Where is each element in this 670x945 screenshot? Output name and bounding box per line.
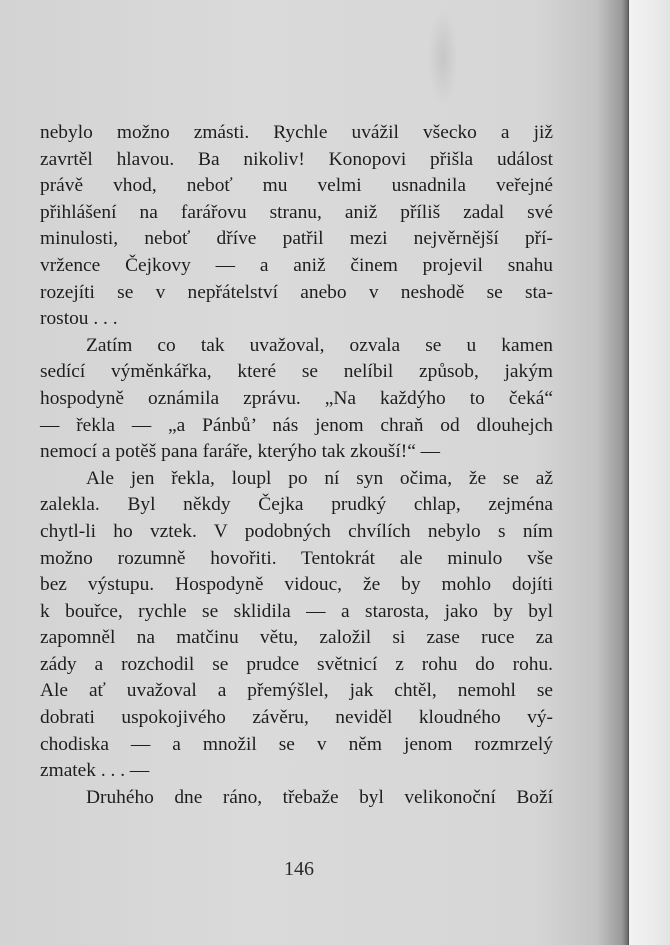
page-number: 146 <box>284 858 314 880</box>
paper-smudge <box>428 10 458 105</box>
text-line: možno rozumně hovořiti. Tentokrát ale minulo vše <box>40 547 553 569</box>
adjacent-page-edge <box>628 0 670 945</box>
text-line: zavrtěl hlavou. Ba nikoliv! Konopovi přišla událost <box>40 148 553 170</box>
text-line: Ale jen řekla, loupl po ní syn očima, že se až <box>86 467 553 489</box>
text-line: přihlášení na farářovu stranu, aniž příliš zadal své <box>40 201 553 223</box>
text-line: Zatím co tak uvažoval, ozvala se u kamen <box>86 334 553 356</box>
text-line: dobrati uspokojivého závěru, neviděl kloudného vý- <box>40 707 553 729</box>
text-line: k bouřce, rychle se sklidila — a starosta, jako by byl <box>40 600 553 622</box>
text-line: Ale ať uvažoval a přemýšlel, jak chtěl, nemohl se <box>40 680 553 702</box>
text-line: zapomněl na matčinu větu, založil si zase ruce za <box>40 627 553 649</box>
text-line: nebylo možno zmásti. Rychle uvážil všecko a již <box>40 122 553 143</box>
text-line: rostou . . . <box>40 308 118 330</box>
text-line: chodiska — a množil se v něm jenom rozmrzelý <box>40 733 553 755</box>
text-line: minulosti, neboť dříve patřil mezi nejvěrnější pří- <box>40 228 553 250</box>
text-line: vržence Čejkovy — a aniž činem projevil snahu <box>40 254 553 276</box>
text-line: zalekla. Byl někdy Čejka prudký chlap, zejména <box>40 494 553 516</box>
text-line: hospodyně oznámila zprávu. „Na každýho to čeká“ <box>40 387 553 409</box>
text-line: bez výstupu. Hospodyně vidouc, že by mohlo dojíti <box>40 574 553 596</box>
text-line: zmatek . . . — <box>40 760 150 782</box>
text-line: nemocí a potěš pana faráře, kterýho tak zkouší!“ — <box>40 441 441 463</box>
text-line: — řekla — „a Pánbů’ nás jenom chraň od dlouhejch <box>40 414 553 436</box>
text-line: zády a rozchodil se prudce světnicí z rohu do rohu. <box>40 653 553 675</box>
text-line: rozejíti se v nepřátelství anebo v neshodě se sta- <box>40 281 553 303</box>
body-text <box>40 120 553 811</box>
text-line: chytl-li ho vztek. V podobných chvílích nebylo s ním <box>40 520 553 542</box>
text-line: Druhého dne ráno, třebaže byl velikonoční Boží <box>86 786 553 808</box>
text-line: sedící výměnkářka, které se nelíbil způsob, jakým <box>40 361 553 383</box>
text-line: právě vhod, neboť mu velmi usnadnila veřejné <box>40 175 553 197</box>
